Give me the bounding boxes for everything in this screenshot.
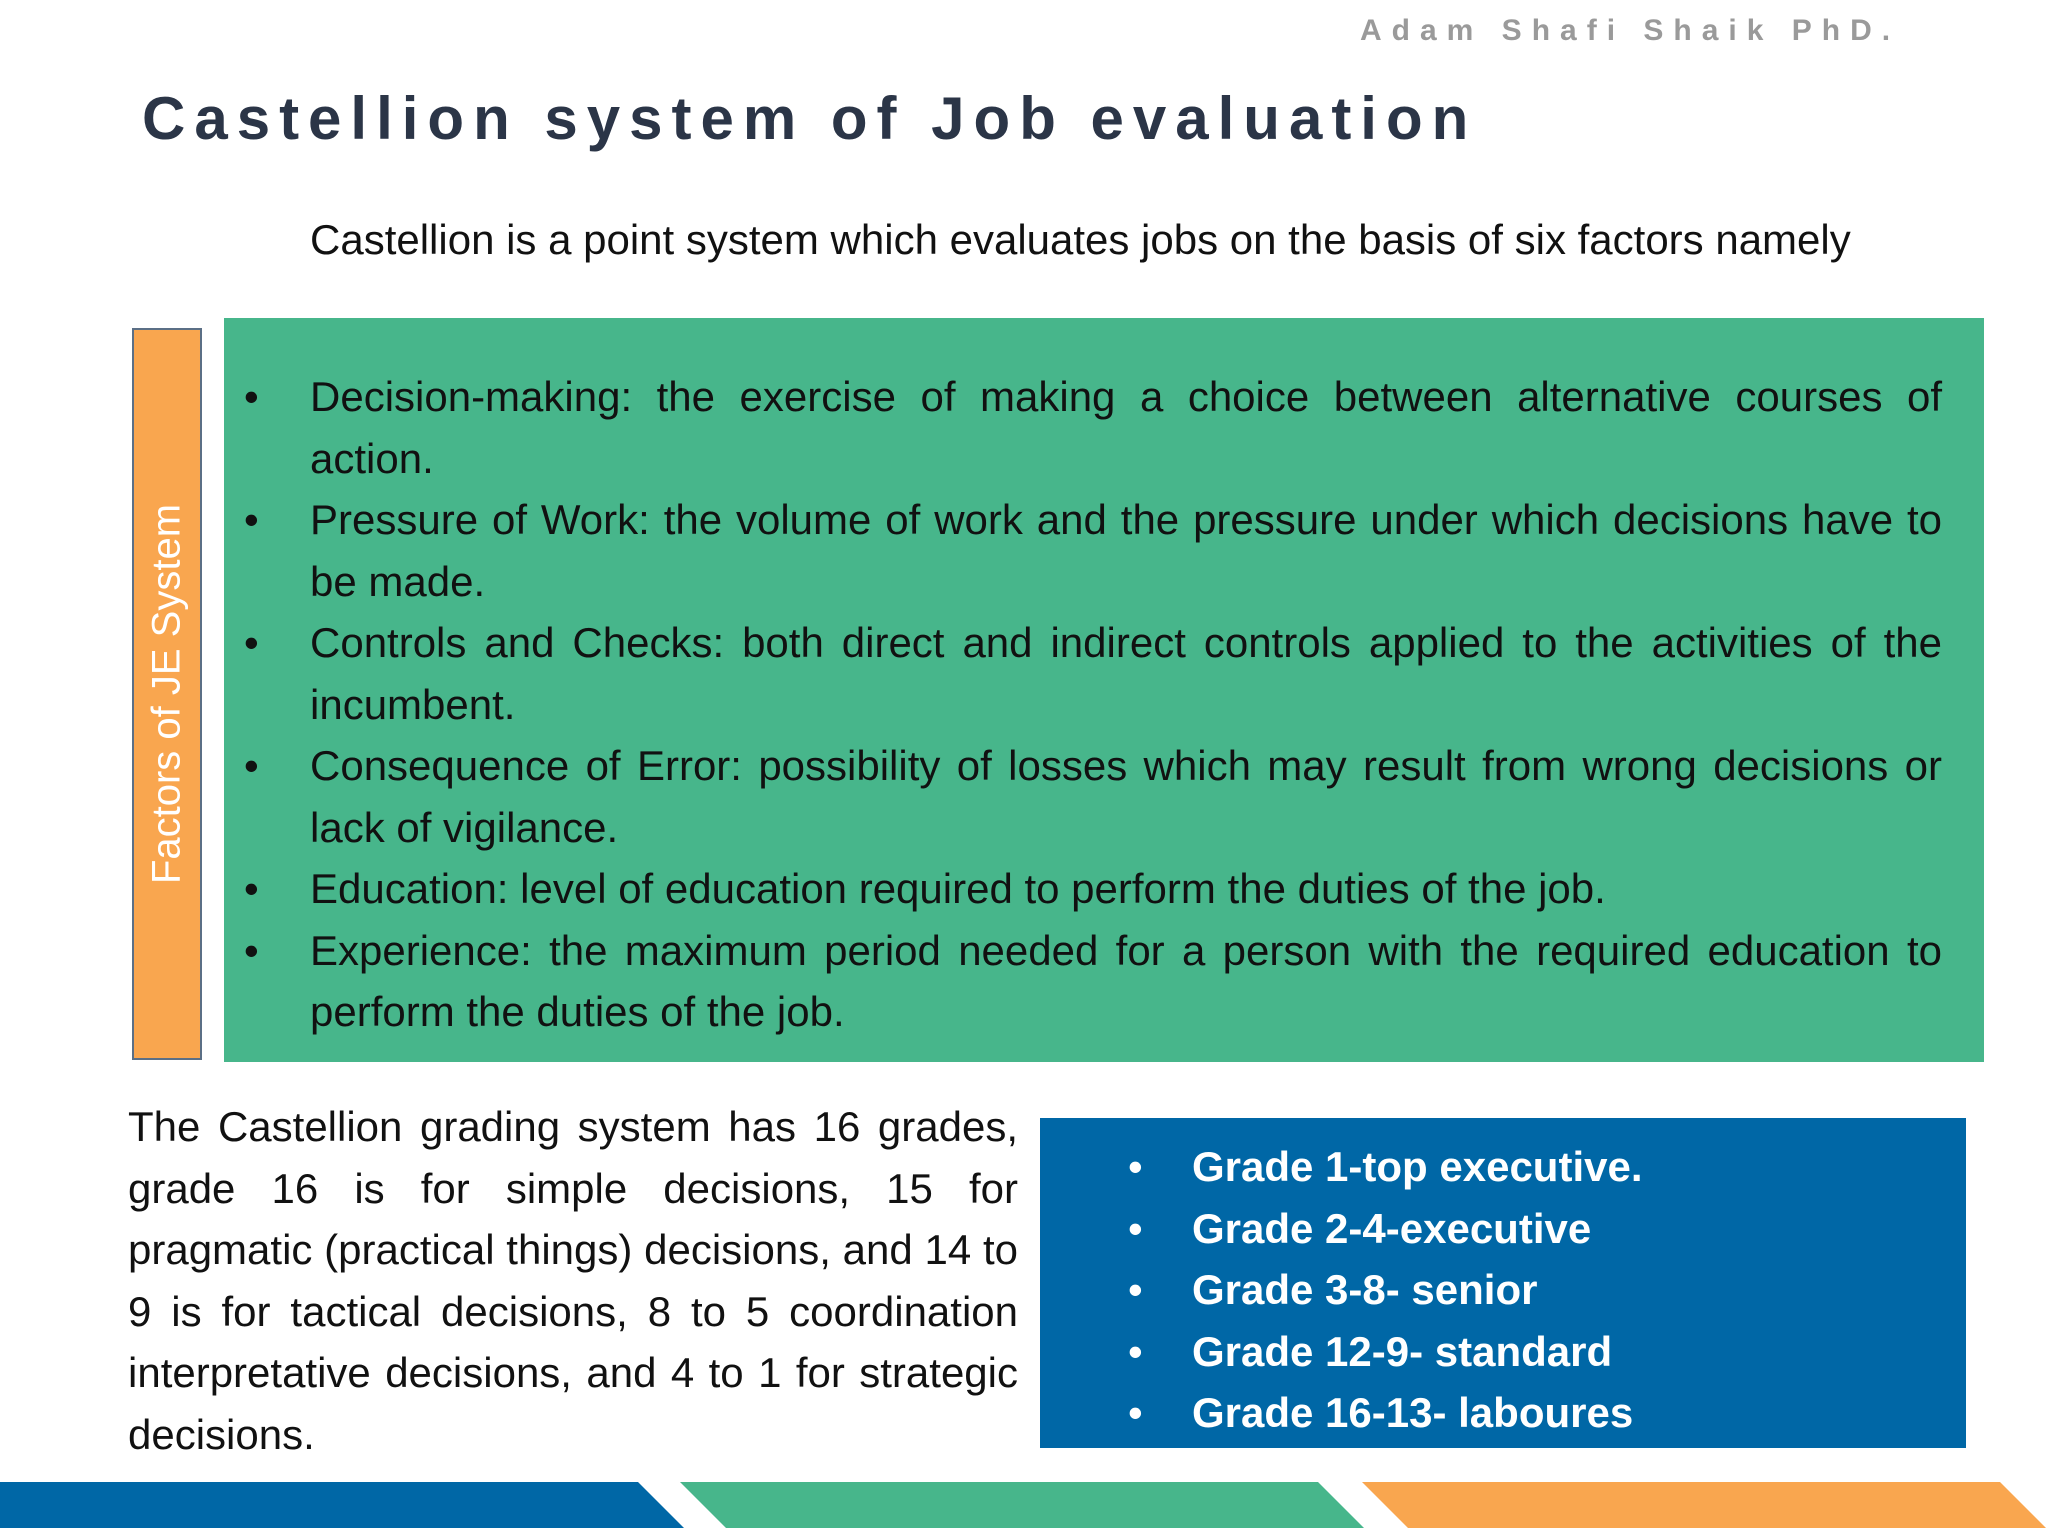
- footer-stripes: [0, 1482, 2048, 1528]
- bullet-icon: •: [244, 619, 259, 666]
- grade-item: [1080, 1259, 1966, 1321]
- factor-text: Experience: the maximum period needed for a person with the required education to perform the duties of the job.: [310, 926, 1942, 1035]
- author-name: Adam Shafi Shaik PhD.: [1360, 14, 1901, 47]
- factor-text: Education: level of education required to perform the duties of the job.: [310, 865, 1606, 912]
- bullet-icon: •: [244, 742, 259, 789]
- grade-text: Grade 3-8- senior: [1192, 1266, 1538, 1313]
- grade-text: Grade 12-9- standard: [1192, 1327, 1613, 1375]
- grade-text: Grade 1-top executive.: [1192, 1143, 1643, 1190]
- factors-panel: [224, 318, 1984, 1062]
- grade-text: Grade 2-4-executive: [1192, 1204, 1592, 1252]
- grade-text: Grade 16-13- laboures: [1192, 1389, 1634, 1436]
- bullet-icon: •: [244, 926, 259, 974]
- factor-text: Decision-making: the exercise of making a choice between alternative courses of action.: [310, 373, 1942, 482]
- intro-text: Castellion is a point system which evaluates jobs on the basis of six factors namely: [310, 216, 1851, 263]
- factors-list: [224, 366, 1942, 1043]
- grades-panel: [1040, 1118, 1966, 1448]
- side-label: Factors of JE System: [144, 503, 189, 885]
- bullet-icon: •: [244, 496, 259, 543]
- factor-item: [224, 858, 1942, 920]
- grade-item: [1080, 1198, 1966, 1260]
- factor-item: [224, 920, 1942, 1043]
- factor-item: [224, 612, 1942, 735]
- slide-title: Castellion system of Job evaluation: [142, 85, 1478, 152]
- bullet-icon: •: [1128, 1389, 1143, 1436]
- bullet-icon: •: [1128, 1266, 1143, 1313]
- factor-item: [224, 735, 1942, 858]
- factor-item: [224, 366, 1942, 489]
- grade-item: [1080, 1321, 1966, 1383]
- grades-list: [1080, 1136, 1966, 1444]
- grade-item: [1080, 1382, 1966, 1444]
- grading-description: The Castellion grading system has 16 grades, grade 16 is for simple decisions, 15 for pragmatic (practical things) decisions, and 14 to 9 is for tactical decisions, 8 to 5 coordination interpretative decisions, and 4 to 1 for strategic decisions.: [128, 1103, 1018, 1458]
- bullet-icon: •: [244, 373, 259, 420]
- side-label-box: [132, 328, 202, 1060]
- bullet-icon: •: [1128, 1204, 1143, 1252]
- factor-text: Controls and Checks: both direct and indirect controls applied to the activities of the incumbent.: [310, 619, 1942, 728]
- factor-text: Consequence of Error: possibility of losses which may result from wrong decisions or lack of vigilance.: [310, 742, 1942, 851]
- factor-text: Pressure of Work: the volume of work and the pressure under which decisions have to be made.: [310, 496, 1942, 605]
- footer-stripe-blue: [0, 1482, 684, 1528]
- factor-item: [224, 489, 1942, 612]
- grade-item: [1080, 1136, 1966, 1198]
- bullet-icon: •: [244, 865, 259, 912]
- footer-stripe-green: [680, 1482, 1364, 1528]
- bullet-icon: •: [1128, 1143, 1143, 1190]
- bullet-icon: •: [1128, 1327, 1143, 1375]
- footer-stripe-orange: [1362, 1482, 2046, 1528]
